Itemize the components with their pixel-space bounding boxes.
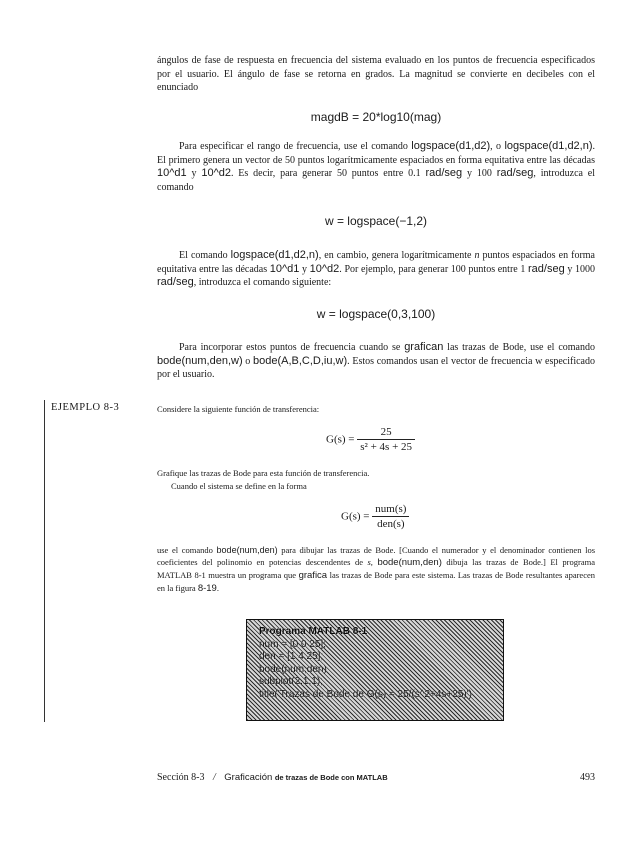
tf2-numerator: num(s)	[372, 503, 409, 517]
text-segment: o	[242, 355, 254, 367]
unit-radseg: rad/seg	[496, 167, 534, 179]
math-s: s	[367, 557, 371, 567]
text-segment: . Es decir, para generar 50 puntos entre 0.1	[230, 168, 426, 179]
paragraph-logspace	[157, 140, 595, 194]
text-segment: ,	[370, 557, 378, 567]
paragraph-bode-w	[157, 341, 595, 382]
example-label	[51, 402, 119, 413]
word-grafican: grafican	[404, 341, 444, 353]
code-logspace-d1-d2: logspace(d1,d2)	[411, 140, 491, 152]
code-logspace-d1-d2-n: logspace(d1,d2,n)	[230, 249, 319, 261]
equation-logspace-2-text: w = logspace(0,3,100)	[316, 307, 436, 321]
text-segment: y	[186, 168, 202, 179]
code-bode-num-den-w: bode(num,den,w)	[157, 354, 243, 367]
math-10-d2: 10^d2	[201, 167, 231, 179]
text-segment: Para especificar el rango de frecuencia, use el comando	[179, 141, 412, 152]
example-intro-text: Considere la siguiente función de transferencia:	[157, 404, 320, 414]
tf-numerator: 25	[357, 426, 415, 440]
program-line: num = [0 0 25];	[259, 638, 326, 650]
text-segment: , introduzca el comando siguiente:	[193, 277, 332, 288]
example-line-2	[157, 467, 595, 479]
text-segment: y 100	[462, 168, 497, 179]
equation-logspace-1-text: w = logspace(−1,2)	[324, 214, 428, 228]
text-segment: . El primero genera un vector de 50 puntos logarítmicamente espaciados en forma equitativa entre las décadas	[157, 141, 596, 166]
text-segment: .	[216, 583, 219, 593]
example-intro	[157, 403, 595, 415]
word-grafica: grafica	[298, 570, 328, 581]
equation-logspace-2	[157, 307, 595, 321]
equation-magdb	[157, 110, 595, 124]
code-bode-num-den: bode(num,den)	[216, 545, 278, 555]
unit-radseg: rad/seg	[157, 276, 194, 288]
program-line: title('Trazas de Bode de G(s) = 25/(s^2+4s+25)')	[259, 688, 472, 700]
text-segment: , en cambio, genera logarítmicamente	[318, 250, 475, 261]
text-segment: las trazas de Bode, use el comando	[443, 342, 595, 353]
equation-transfer-function	[326, 426, 415, 453]
footer-title-b: de trazas de Bode con MATLAB	[274, 773, 388, 782]
example-line-3-text: Cuando el sistema se define en la forma	[171, 481, 307, 491]
equation-logspace-1	[157, 214, 595, 228]
code-logspace-d1-d2-n: logspace(d1,d2,n)	[504, 140, 593, 152]
tf-fraction	[357, 426, 415, 453]
text-segment: dibuja las trazas de Bode.] El programa MATLAB 8-1 muestra un programa que	[157, 557, 595, 580]
math-10-d1: 10^d1	[269, 262, 300, 275]
unit-radseg: rad/seg	[425, 167, 463, 179]
matlab-program-code	[247, 620, 503, 701]
paragraph-intro-text: ángulos de fase de respuesta en frecuencia del sistema evaluado en los puntos de frecuencia especificados por el usuario. El ángulo de fase se retorna en grados. La magnitud se convierte en decibeles con el enunciado	[157, 55, 595, 93]
page-number: 493	[580, 772, 595, 783]
equation-magdb-text: magdB = 20*log10(mag)	[310, 110, 442, 124]
unit-radseg: rad/seg	[528, 262, 565, 275]
math-10-d2: 10^d2	[309, 262, 340, 275]
program-line: bode(num,den)	[259, 663, 327, 675]
tf2-lhs: G(s) =	[341, 510, 370, 523]
example-label-text: EJEMPLO 8-3	[51, 402, 120, 413]
text-segment: , introduzca el comando	[157, 168, 596, 193]
text-segment: Para incorporar estos puntos de frecuencia cuando se	[179, 342, 405, 353]
text-segment: las trazas de Bode para este sistema. Las trazas de Bode resultantes aparecen en la figura	[157, 570, 595, 593]
paragraph-logspace-n	[157, 249, 595, 290]
text-segment: use el comando	[157, 545, 217, 555]
text-segment: y	[299, 263, 310, 275]
program-line: den = [1 4 25];	[259, 651, 324, 662]
tf-denominator: s² + 4s + 25	[360, 441, 413, 453]
footer-title-a: Graficación	[224, 772, 273, 783]
paragraph-intro	[157, 54, 595, 95]
code-bode-num-den: bode(num,den)	[377, 557, 442, 568]
text-segment: , o	[490, 141, 505, 152]
program-line: subplot(2,1,1);	[259, 676, 323, 687]
tf2-denominator: den(s)	[377, 518, 405, 530]
text-segment: . Estos comandos usan el vector de frecuencia w especificado por el usuario.	[157, 355, 595, 380]
example-margin-rule	[44, 400, 45, 722]
text-segment: . Por ejemplo, para generar 100 puntos entre 1	[339, 263, 529, 275]
text-segment: para dibujar las trazas de Bode. [Cuando el numerador y el denominador contienen los coeficientes del polinomio en potencias descendentes de	[157, 545, 595, 567]
page-footer	[157, 772, 595, 783]
text-segment: y 1000	[564, 263, 595, 275]
text-segment: puntos espaciados en forma equitativa entre las décadas	[157, 250, 595, 275]
footer-slash: /	[213, 772, 216, 783]
example-line-3	[171, 480, 595, 492]
program-title: Programa MATLAB 8-1	[259, 626, 368, 637]
code-bode-abcd-iu-w: bode(A,B,C,D,iu,w)	[253, 354, 348, 367]
math-10-d1: 10^d1	[157, 167, 187, 179]
footer-section: Sección 8-3	[157, 772, 205, 783]
text-segment: El comando	[179, 250, 231, 261]
figure-reference: 8-19	[197, 583, 217, 594]
example-body	[157, 544, 595, 595]
equation-num-den	[341, 503, 409, 530]
tf2-fraction	[372, 503, 409, 530]
tf-lhs: G(s) =	[326, 433, 355, 446]
math-n: n	[474, 250, 480, 261]
matlab-program-box	[246, 619, 504, 721]
example-line-2-text: Grafique las trazas de Bode para esta función de transferencia.	[157, 468, 370, 478]
